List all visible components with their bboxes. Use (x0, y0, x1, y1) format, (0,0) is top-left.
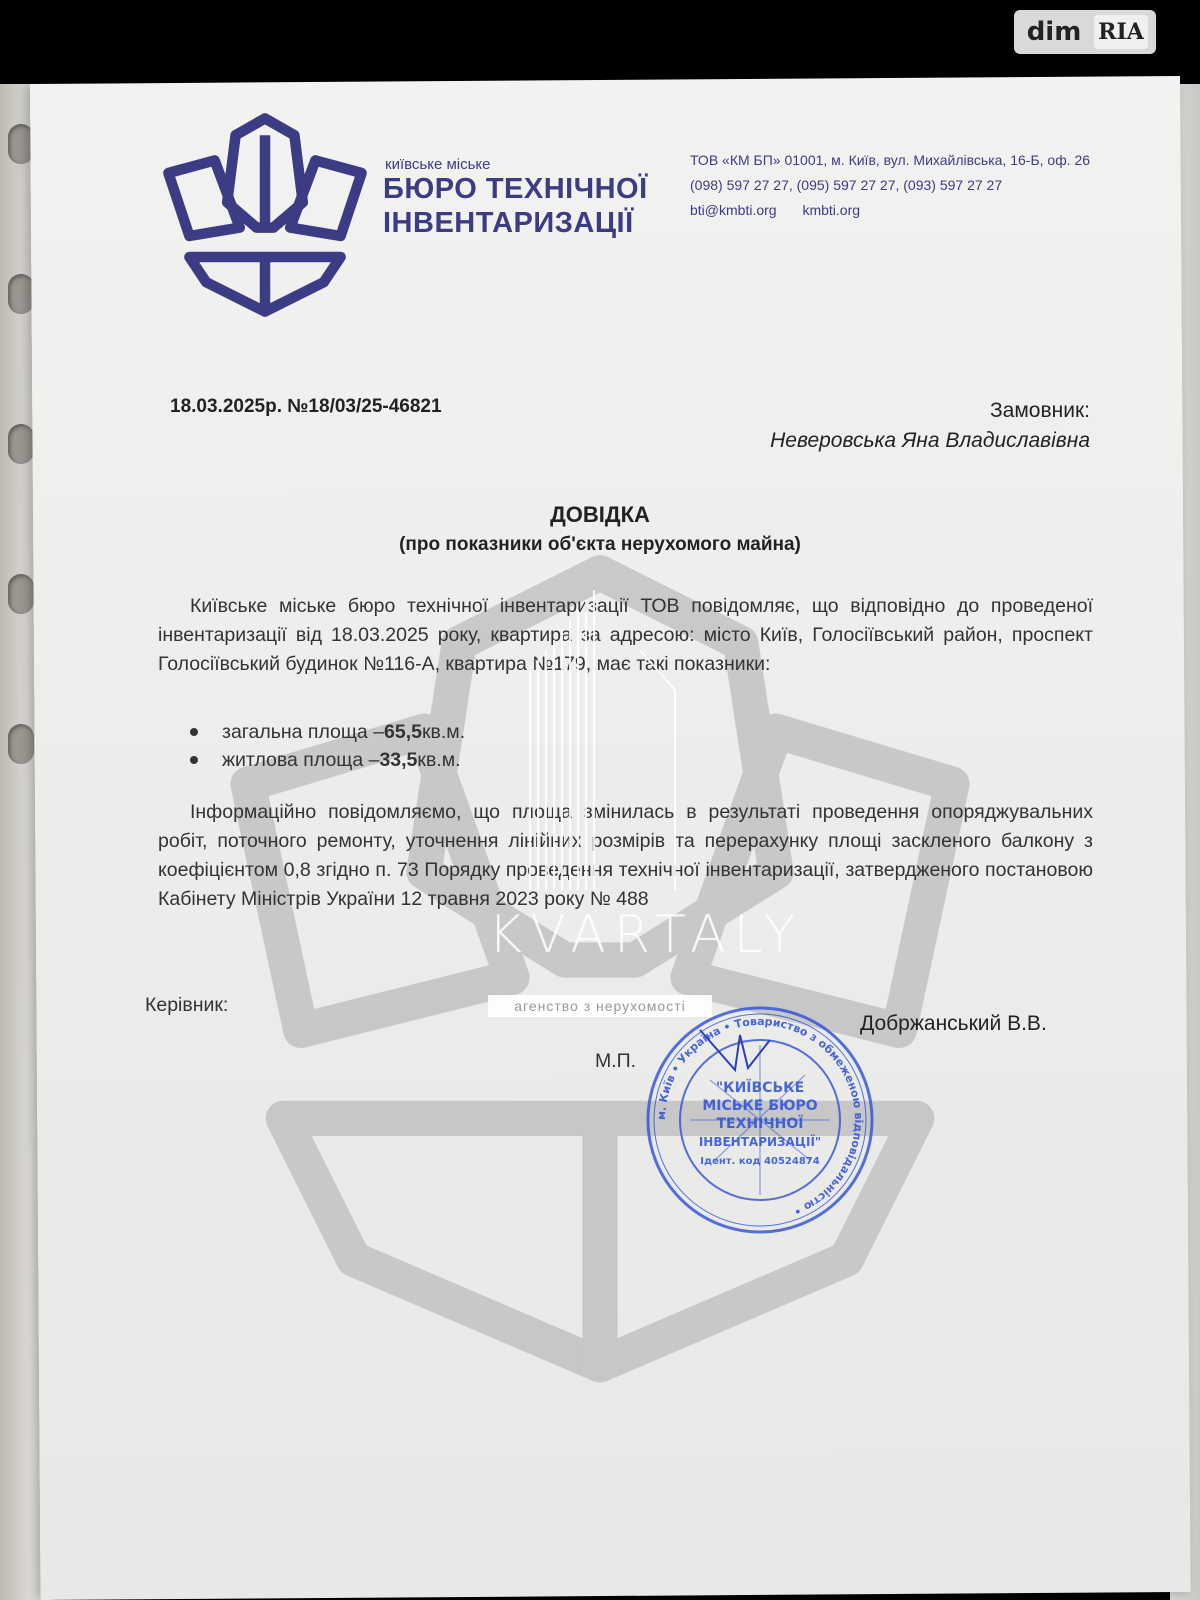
bullet-icon (190, 728, 198, 736)
kvartaly-brand: KVARTALY (488, 905, 804, 965)
binder-hole (8, 574, 34, 614)
customer-block (770, 396, 1090, 456)
org-email: bti@kmbti.org (690, 202, 777, 218)
document-date-number: 18.03.2025р. №18/03/25-46821 (170, 396, 442, 417)
signer-name: Добржанський В.В. (860, 1012, 1047, 1035)
stamp-label: М.П. (595, 1050, 637, 1072)
binder-hole (8, 274, 34, 314)
document-subtitle: (про показники об'єкта нерухомого майна) (399, 534, 801, 555)
org-phones: (098) 597 27 27, (095) 597 27 27, (093) 597 27 27 (690, 177, 1003, 193)
stamp-code: Ідент. код 40524874 (700, 1156, 820, 1167)
org-address: ТОВ «КМ БП» 01001, м. Київ, вул. Михайлівська, 16-Б, оф. 26 (690, 152, 1091, 168)
area-value: 65,5 (384, 721, 422, 743)
area-value: 33,5 (379, 749, 418, 771)
ria-logo-text: RIA (1094, 15, 1148, 49)
stamp-line: ІНВЕНТАРИЗАЦІЇ" (698, 1135, 822, 1149)
org-name-small: київське міське (385, 156, 491, 173)
org-name (383, 172, 648, 240)
org-web (690, 198, 1090, 223)
stamp-outer-text: м. Київ • Україна • Товариство з обмеженою відповідальністю • (654, 1014, 866, 1219)
paragraph-info: Інформаційно повідомляємо, що площа змінилась в результаті проведення опоряджувальних робіт, поточного ремонту, уточнення лінійних розмірів та перерахунку площі заскленого балкону з коефіцієнтом 0,8 згідно п. 73 Порядку проведення технічної інвентаризації, затвердженого постановою Кабінету Міністрів України 12 травня 2023 року № 488 (158, 801, 1093, 910)
org-website: kmbti.org (802, 202, 861, 218)
stamp-line: МІСЬКЕ БЮРО (702, 1098, 818, 1114)
kvartaly-tagline: агенство з нерухомості (488, 995, 712, 1017)
stamp-line: "КИЇВСЬКЕ (715, 1080, 805, 1096)
org-name-line2: ІНВЕНТАРИЗАЦІЇ (383, 207, 634, 239)
dim-logo-text: dim (1026, 17, 1082, 47)
paragraph-intro: Київське міське бюро технічної інвентаризації ТОВ повідомляє, що відповідно до проведеної інвентаризації від 18.03.2025 року, квартира за адресою: місто Київ, Голосіївський район, проспект Голосіївський будинок №116-А, квартира №179, має такі показники: (158, 595, 1093, 675)
customer-label: Замовник: (990, 399, 1090, 422)
manager-label: Керівник: (145, 994, 229, 1016)
list-item (190, 746, 465, 774)
customer-name: Неверовська Яна Владиславівна (770, 429, 1090, 452)
binder-hole (8, 424, 34, 464)
area-unit: кв.м. (422, 721, 466, 743)
list-item (190, 718, 465, 746)
org-name-line1: БЮРО ТЕХНІЧНОЇ (383, 173, 648, 205)
area-label: загальна площа – (222, 721, 385, 743)
area-list (190, 718, 465, 774)
company-stamp (640, 1000, 880, 1240)
area-unit: кв.м. (417, 749, 461, 771)
bti-logo-icon (160, 110, 370, 320)
binder-hole (8, 724, 34, 764)
area-label: житлова площа – (222, 749, 380, 771)
dimria-logo (1014, 10, 1156, 54)
document-title-block (0, 500, 1200, 560)
document-title: ДОВІДКА (550, 502, 650, 527)
stamp-line: ТЕХНІЧНОЇ (716, 1116, 804, 1132)
org-contacts (690, 148, 1090, 223)
bullet-icon (190, 756, 198, 764)
